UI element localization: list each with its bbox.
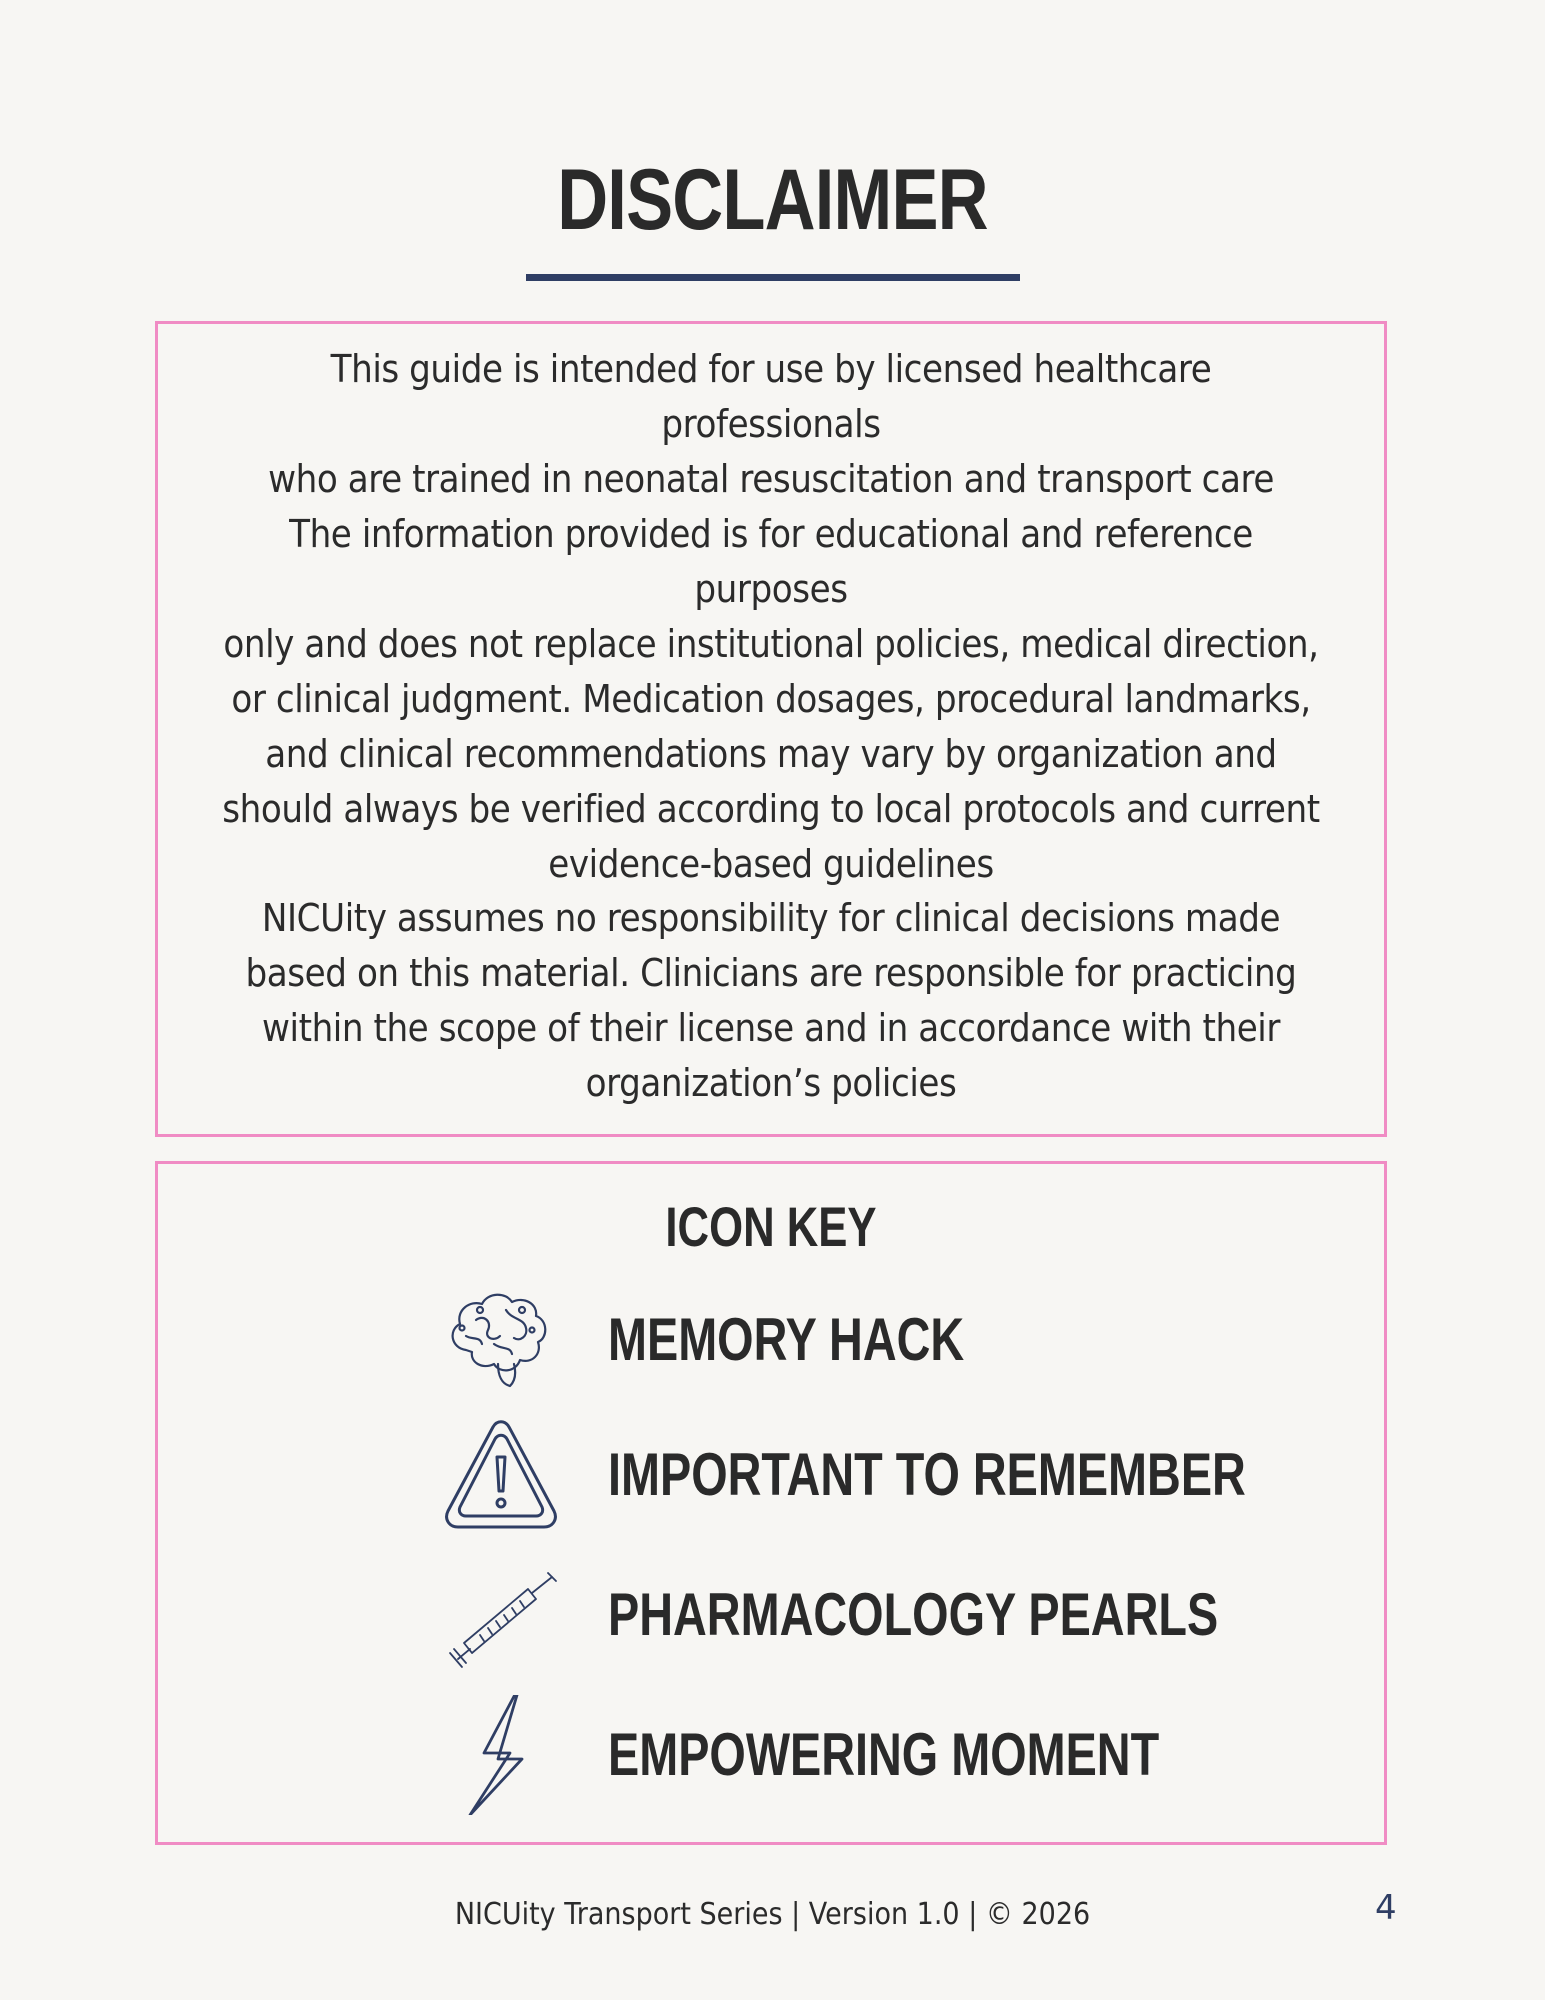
icon-key-item <box>158 1695 1384 1815</box>
disclaimer-box <box>155 321 1387 1137</box>
warning-triangle-icon <box>436 1415 566 1535</box>
icon-key-label: EMPOWERING MOMENT <box>608 1721 1160 1788</box>
disclaimer-paragraph-1: This guide is intended for use by licensed healthcare professionals who are trained in neonatal resuscitation and transport care <box>268 347 1274 501</box>
icon-key-item <box>158 1415 1384 1535</box>
icon-key-label: IMPORTANT TO REMEMBER <box>608 1441 1246 1508</box>
title-underline <box>526 274 1020 281</box>
icon-key-box <box>155 1161 1387 1845</box>
disclaimer-paragraph-3: NICUity assumes no responsibility for clinical decisions made based on this material. Clinicians are responsible for practicing within the scope of their license and in accordance with their organization’s policies <box>245 896 1297 1105</box>
page-title: DISCLAIMER <box>557 152 988 248</box>
icon-key-label: PHARMACOLOGY PEARLS <box>608 1581 1219 1648</box>
icon-key-item <box>158 1555 1384 1675</box>
syringe-icon <box>436 1555 566 1675</box>
page-number: 4 <box>1375 1888 1397 1928</box>
footer-text: NICUity Transport Series | Version 1.0 | © 2026 <box>454 1897 1091 1932</box>
icon-key-label: MEMORY HACK <box>608 1306 965 1373</box>
icon-key-title: ICON KEY <box>665 1195 877 1258</box>
brain-icon <box>436 1280 566 1400</box>
icon-key-item <box>158 1280 1384 1400</box>
lightning-bolt-icon <box>436 1695 566 1815</box>
disclaimer-paragraph-2: The information provided is for educational and reference purposes only and does not replace institutional policies, medical direction, or clinical judgment. Medication dosages, procedural landmarks, and clinical recommendations may vary by organization and should always be verified according to local protocols and current evidence-based guidelines <box>222 512 1320 886</box>
